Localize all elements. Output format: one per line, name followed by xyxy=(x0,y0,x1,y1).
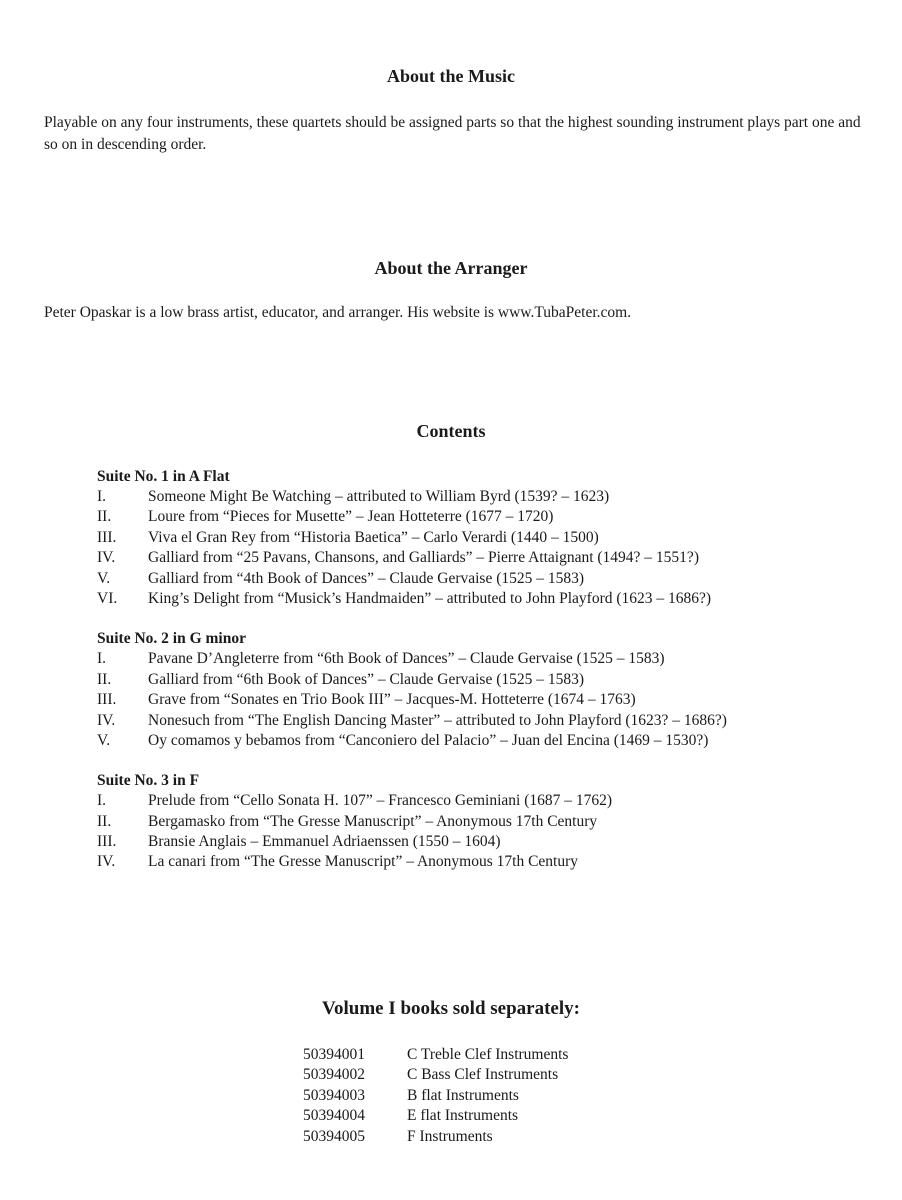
item-number: V. xyxy=(97,569,111,587)
item-text: Someone Might Be Watching – attributed to William Byrd (1539? – 1623) xyxy=(148,488,610,505)
item-number: I. xyxy=(97,792,107,810)
list-item xyxy=(97,487,877,507)
books-list xyxy=(303,1045,568,1147)
item-number: III. xyxy=(97,691,117,709)
list-item xyxy=(97,812,877,832)
item-number: IV. xyxy=(97,853,116,871)
list-item xyxy=(97,690,877,710)
suite-2 xyxy=(97,629,877,751)
list-item xyxy=(97,832,877,852)
list-item xyxy=(97,507,877,527)
book-code: 50394003 xyxy=(303,1086,365,1104)
list-item xyxy=(97,548,877,568)
book-name: B flat Instruments xyxy=(407,1086,519,1104)
item-text: La canari from “The Gresse Manuscript” – Anonymous 17th Century xyxy=(148,853,579,871)
item-number: IV. xyxy=(97,549,116,567)
item-text: Viva el Gran Rey from “Historia Baetica” – Carlo Verardi (1440 – 1500) xyxy=(148,528,599,546)
item-number: II. xyxy=(97,508,112,526)
book-row xyxy=(303,1106,568,1126)
book-row xyxy=(303,1045,568,1065)
suite-title: Suite No. 3 in F xyxy=(97,772,200,790)
list-item xyxy=(97,711,877,731)
item-number: IV. xyxy=(97,711,116,729)
about-music-heading: About the Music xyxy=(386,66,515,86)
item-text: Oy comamos y bebamos from “Canconiero del Palacio” – Juan del Encina (1469 – 1530?) xyxy=(148,731,709,749)
book-name: F Instruments xyxy=(407,1127,493,1145)
item-number: VI. xyxy=(97,589,118,607)
item-text: Grave from “Sonates en Trio Book III” – Jacques-M. Hotteterre (1674 – 1763) xyxy=(148,691,636,709)
book-code: 50394002 xyxy=(303,1066,365,1084)
suite-1 xyxy=(97,467,877,609)
item-text: Pavane D’Angleterre from “6th Book of Dances” – Claude Gervaise (1525 – 1583) xyxy=(148,650,665,668)
item-number: I. xyxy=(97,650,107,668)
book-code: 50394005 xyxy=(303,1127,365,1145)
list-item xyxy=(97,852,877,872)
volume-heading: Volume I books sold separately: xyxy=(322,998,580,1019)
book-row xyxy=(303,1065,568,1085)
item-text: Prelude from “Cello Sonata H. 107” – Francesco Geminiani (1687 – 1762) xyxy=(148,792,613,810)
item-number: III. xyxy=(97,833,117,851)
item-text: Loure from “Pieces for Musette” – Jean Hotteterre (1677 – 1720) xyxy=(148,508,554,526)
contents-heading: Contents xyxy=(416,421,486,441)
book-row xyxy=(303,1086,568,1106)
list-item xyxy=(97,589,877,609)
suite-title: Suite No. 1 in A Flat xyxy=(97,468,230,485)
book-name: C Bass Clef Instruments xyxy=(407,1066,559,1084)
suite-title: Suite No. 2 in G minor xyxy=(97,630,246,648)
book-name: C Treble Clef Instruments xyxy=(407,1046,569,1063)
about-arranger-heading: About the Arranger xyxy=(374,258,528,278)
book-code: 50394004 xyxy=(303,1107,365,1125)
list-item xyxy=(97,731,877,751)
book-row xyxy=(303,1127,568,1147)
contents-list xyxy=(97,467,877,893)
item-number: III. xyxy=(97,528,117,546)
list-item xyxy=(97,569,877,589)
about-arranger-text: Peter Opaskar is a low brass artist, educator, and arranger. His website is www.TubaPeter.com. xyxy=(44,304,632,321)
about-music-text: Playable on any four instruments, these quartets should be assigned parts so that the highest sounding instrument plays part one and so on in descending order. xyxy=(44,114,861,153)
item-text: Bergamasko from “The Gresse Manuscript” – Anonymous 17th Century xyxy=(148,812,598,830)
suite-3 xyxy=(97,771,877,873)
book-code: 50394001 xyxy=(303,1046,365,1063)
item-text: Galliard from “4th Book of Dances” – Claude Gervaise (1525 – 1583) xyxy=(148,569,585,587)
item-text: King’s Delight from “Musick’s Handmaiden” – attributed to John Playford (1623 – 1686?) xyxy=(148,589,712,607)
list-item xyxy=(97,791,877,811)
list-item xyxy=(97,649,877,669)
item-text: Galliard from “25 Pavans, Chansons, and Galliards” – Pierre Attaignant (1494? – 1551?) xyxy=(148,549,699,567)
item-number: I. xyxy=(97,488,107,505)
list-item xyxy=(97,528,877,548)
item-text: Galliard from “6th Book of Dances” – Claude Gervaise (1525 – 1583) xyxy=(148,670,585,688)
list-item xyxy=(97,670,877,690)
item-text: Bransie Anglais – Emmanuel Adriaenssen (1550 – 1604) xyxy=(148,833,501,851)
item-number: V. xyxy=(97,731,111,749)
item-number: II. xyxy=(97,812,112,830)
item-text: Nonesuch from “The English Dancing Master” – attributed to John Playford (1623? – 1686?) xyxy=(148,711,727,729)
book-name: E flat Instruments xyxy=(407,1107,519,1125)
item-number: II. xyxy=(97,670,112,688)
